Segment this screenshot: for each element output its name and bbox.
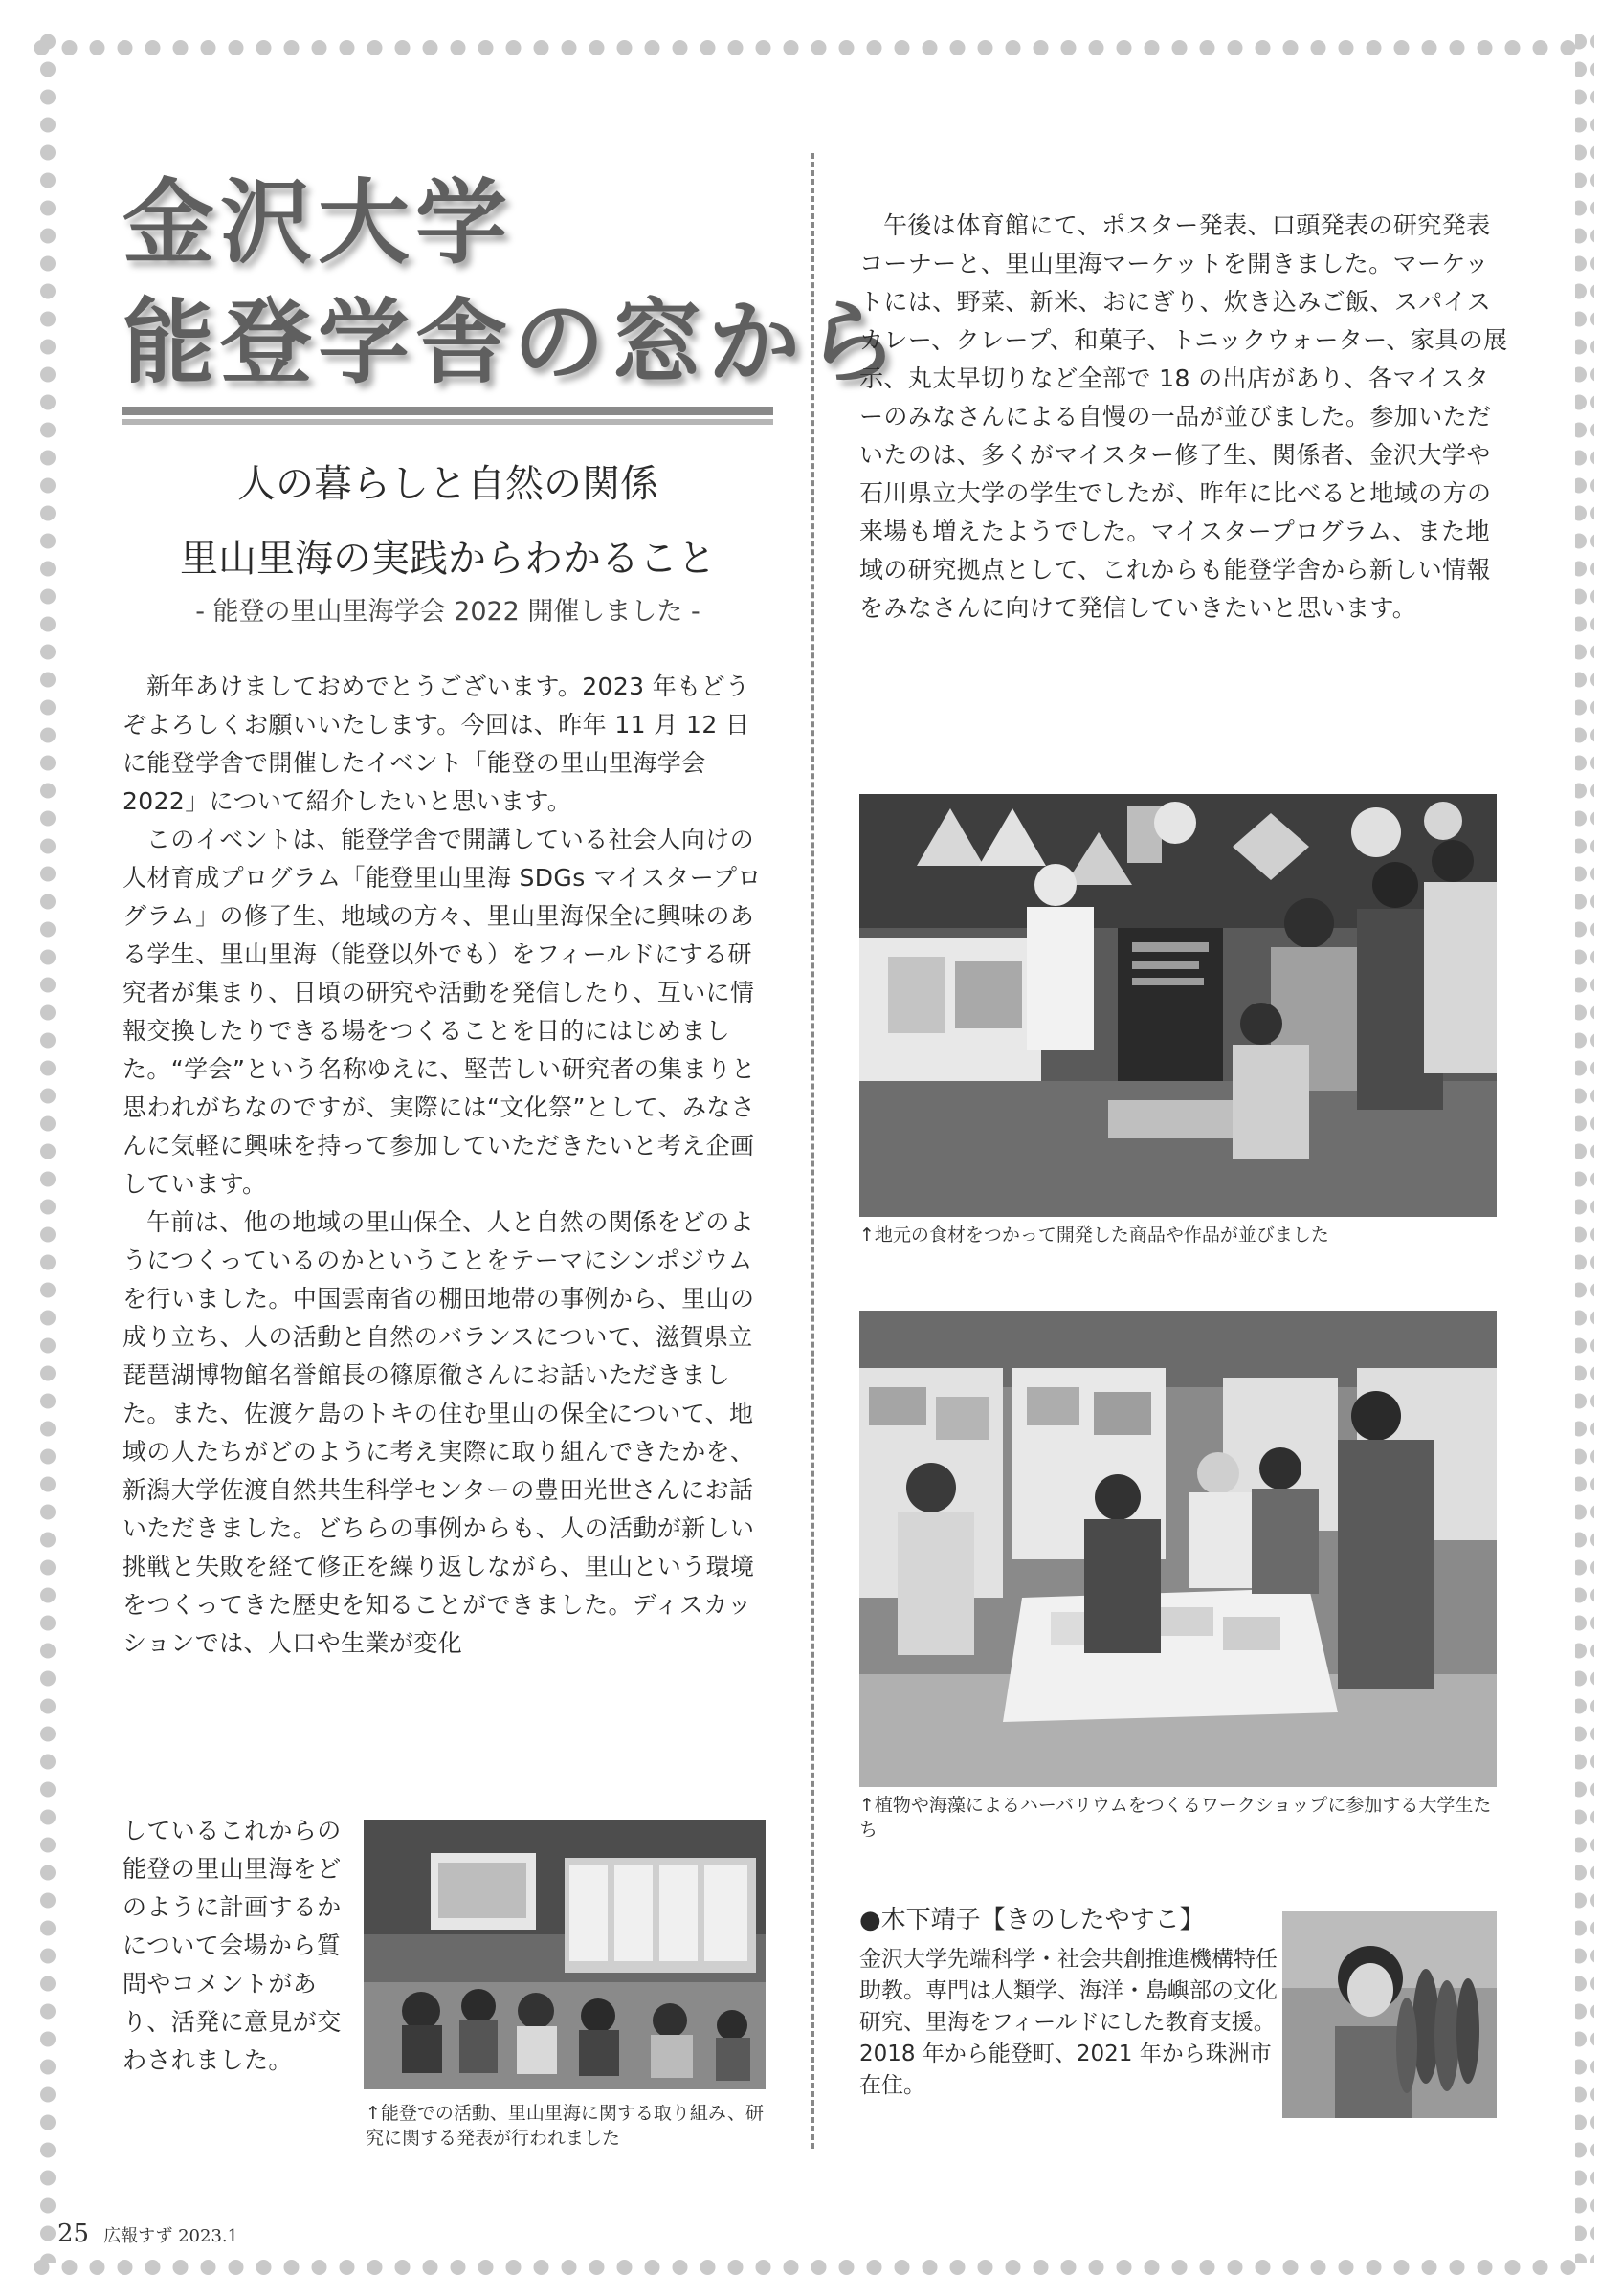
caption-photo-market: ↑地元の食材をつかって開発した商品や作品が並びました [859,1225,1329,1246]
paragraph-afternoon-market: 午後は体育館にて、ポスター発表、口頭発表の研究発表コーナーと、里山里海マーケットを開きました。マーケットには、野菜、新米、おにぎり、炊き込みご飯、スパイスカレー、クレープ、和菓子、トニックウォーター、家具の展示、丸太早切りなど全部で 18 の出店があり、各マイスターのみなさんによる自慢の一品が並びました。参加いただいたのは、多くがマイスター修了生、関係者、金沢大学や石川県立大学の学生でしたが、昨年に比べると地域の方の来場も増えたようでした。マイスタープログラム、また地域の研究拠点として、これからも能登学舎から新しい情報をみなさんに向けて発信していきたいと思います。 [859,211,1508,622]
author-portrait-photo [1282,1911,1497,2118]
caption-photo-workshop: ↑植物や海藻によるハーバリウムをつくるワークショップに参加する大学生たち [859,1795,1492,1841]
paragraph-discussion: しているこれからの能登の里山里海をどのように計画するかについて会場から質問やコメントがあり、活発に意見が交わされました。 [122,1817,342,2074]
wrapped-text-beside-photo [122,1812,352,2080]
paragraph-event-purpose: このイベントは、能登学舎で開講している社会人向けの人材育成プログラム「能登里山里海 SDGs マイスタープログラム」の修了生、地域の方々、里山里海保全に興味のある学生、里山里海（能登以外でも）をフィールドにする研究者が集まり、日頃の研究や活動を発信したり、互いに情報交換したりできる場をつくることを目的にはじめました。“学会”という名称ゆえに、堅苦しい研究者の集まりと思われがちなのですが、実際には“文化祭”として、みなさんに気軽に興味を持って参加していただきたいと考え企画しています。 [122,826,762,1198]
title-line-2: 能登学舎の窓から [122,288,903,396]
title-rule [122,407,773,425]
right-column-body [859,207,1510,628]
title-line-1: 金沢大学 [122,168,513,276]
left-column-body [122,668,773,1663]
photo-workshop [859,1311,1497,1787]
column-divider [812,153,814,2149]
author-name: ●木下靖子【きのしたやすこ】 [859,1906,1205,1934]
column-title [122,163,903,402]
headline-subtitle: - 能登の里山里海学会 2022 開催しました - [195,597,700,627]
publication-name: 広報すず 2023.1 [103,2226,239,2246]
headline-line-1: 人の暮らしと自然の関係 [237,462,658,506]
author-bio: 金沢大学先端科学・社会共創推進機構特任助教。専門は人類学、海洋・島嶼部の文化研究、里海をフィールドにした教育支援。2018 年から能登町、2021 年から珠洲市在住。 [859,1947,1278,2098]
paragraph-morning-symposium: 午前は、他の地域の里山保全、人と自然の関係をどのようにつくっているのかということをテーマにシンポジウムを行いました。中国雲南省の棚田地帯の事例から、里山の成り立ち、人の活動と自然のバランスについて、滋賀県立琵琶湖博物館名誉館長の篠原徹さんにお話いただきました。また、佐渡ケ島のトキの住む里山の保全について、地域の人たちがどのように考え実際に取り組んできたかを、新潟大学佐渡自然共生科学センターの豊田光世さんにお話いただきました。どちらの事例からも、人の活動が新しい挑戦と失敗を経て修正を繰り返しながら、里山という環境をつくってきた歴史を知ることができました。ディスカッションでは、人口や生業が変化 [122,1208,755,1657]
photo-presentation-hall [364,1820,766,2089]
headline-line-2: 里山里海の実践からわかること [180,537,716,581]
paragraph-greeting: 新年あけましておめでとうございます。2023 年もどうぞよろしくお願いいたします。今回は、昨年 11 月 12 日に能登学舎で開催したイベント「能登の里山里海学会 2022」について紹介したいと思います。 [122,673,750,815]
page-footer [57,2219,238,2248]
caption-photo-presentation: ↑能登での活動、里山里海に関する取り組み、研究に関する発表が行われました [366,2103,765,2149]
page-number: 25 [57,2219,90,2248]
photo-market [859,794,1497,1217]
